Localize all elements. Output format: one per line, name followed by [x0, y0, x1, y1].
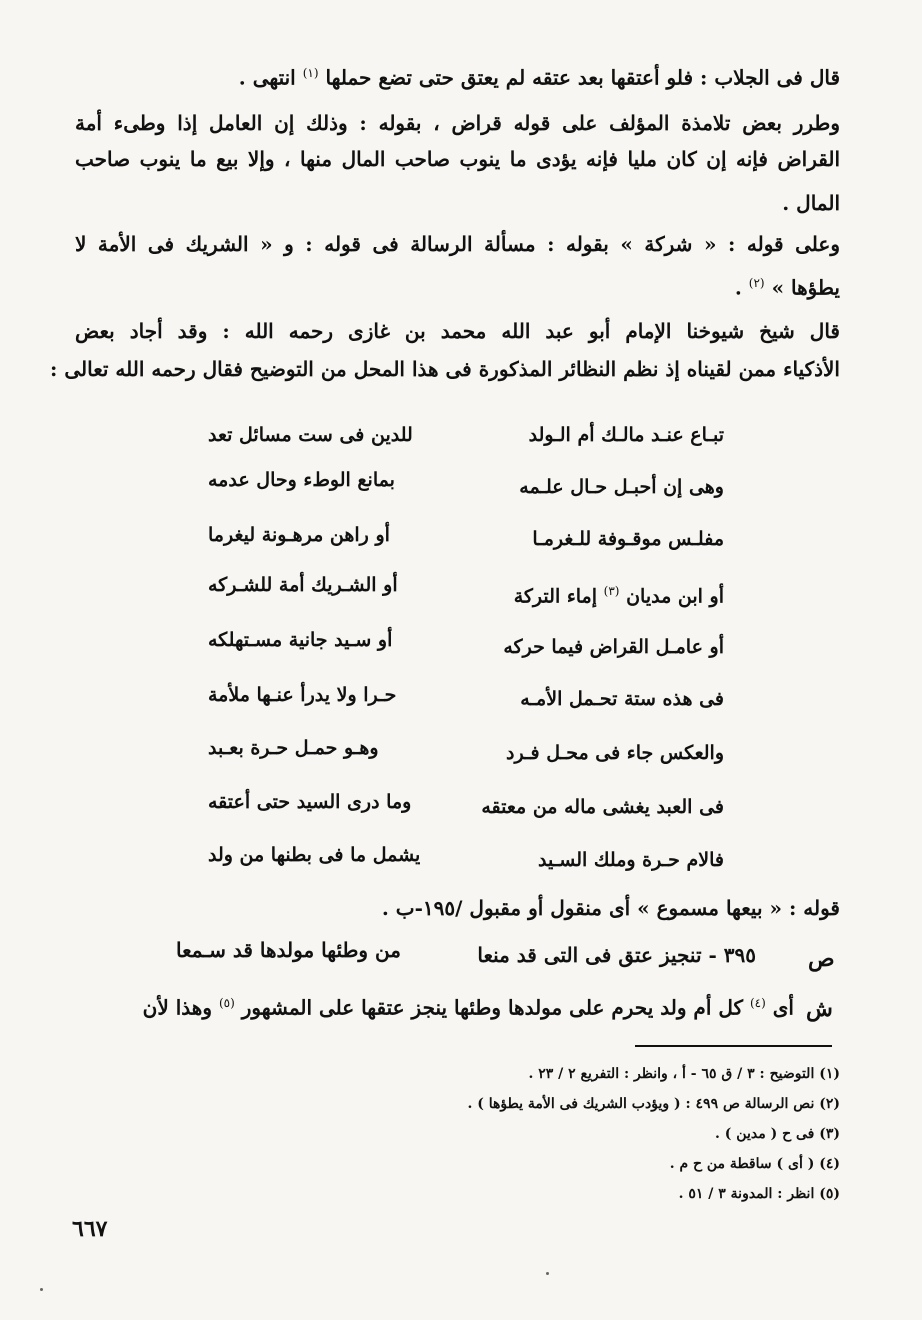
verse-second-half: حـرا ولا يدرأ عنـها ملأمة: [208, 684, 397, 706]
scan-speck: [40, 1288, 43, 1291]
text-span: قال فى الجلاب : فلو أعتقها بعد عتقه لم يعتق حتى تضع حملها: [325, 65, 840, 90]
text-line: [239, 58, 840, 93]
text-line: الأذكياء ممن لقيناه إذ نظم النظائر المذكورة فى هذا المحل من التوضيح فقال رحمه الله تعالى :: [50, 357, 840, 381]
text-span: أو ابن مديان: [626, 585, 724, 608]
text-line: القراض فإنه إن كان مليا فإنه يؤدى ما ينوب صاحب المال منها ، وإلا بيع ما ينوب صاحب: [75, 147, 840, 171]
verse-first-half: فالام حـرة وملك السـيد: [537, 849, 724, 871]
text-line: قوله : « بيعها مسموع » أى منقول أو مقبول /١٩٥-ب .: [381, 896, 840, 920]
footnote-separator: [635, 1045, 832, 1047]
text-span: إماء التركة: [513, 585, 598, 608]
text-line: [735, 268, 840, 303]
footnote: (٣) فى ح ( مدين ) .: [715, 1126, 840, 1142]
verse-second-half: وما درى السيد حتى أعتقه: [208, 791, 412, 813]
footnote-ref: (٤): [749, 996, 766, 1010]
footnote-ref: (٢): [748, 276, 765, 290]
text-span: وهذا لأن: [142, 995, 212, 1020]
verse-first-half: مفلـس موقـوفة للـغرمـا: [532, 528, 724, 550]
text-line: قال شيخ شيوخنا الإمام أبو عبد الله محمد بن غازى رحمه الله : وقد أجاد بعض: [75, 319, 840, 343]
footnote: (١) التوضيح : ٣ / ق ٦٥ - أ ، وانظر : التفريع ٢ / ٢٣ .: [528, 1066, 840, 1082]
verse-first-half: فى العبد يغشى ماله من معتقه: [481, 796, 724, 818]
verse-first-half: وهى إن أحبـل حـال علـمه: [519, 476, 724, 498]
footnote-ref: (٣): [603, 584, 620, 598]
scan-speck: [546, 1272, 549, 1275]
verse-second-half: يشمل ما فى بطنها من ولد: [208, 844, 421, 866]
text-line: [143, 988, 794, 1023]
footnote-ref: (١): [302, 66, 319, 80]
text-line: المال .: [782, 191, 840, 215]
text-span: كل أم ولد يحرم على مولدها وطئها ينجز عتقها على المشهور: [241, 995, 744, 1020]
text-line: وعلى قوله : « شركة » بقوله : مسألة الرسالة فى قوله : و « الشريك فى الأمة لا: [75, 232, 840, 256]
verse-second-half: بمانع الوطء وحال عدمه: [208, 469, 395, 491]
verse-second-half: أو الشـريك أمة للشـركه: [208, 574, 398, 596]
verse-first-half: فى هذه ستة تحـمل الأمـه: [520, 688, 724, 710]
text-span: يطؤها »: [771, 275, 840, 300]
footnote: (٥) انظر : المدونة ٣ / ٥١ .: [678, 1186, 840, 1202]
matn-number: ٣٩٥ -: [708, 943, 756, 967]
verse-first-half: [514, 576, 724, 611]
text-line: وطرر بعض تلامذة المؤلف على قوله قراض ، بقوله : وذلك إن العامل إذا وطىء أمة: [75, 111, 840, 135]
verse-second-half: للدين فى ست مسائل تعد: [208, 424, 413, 446]
verse-second-half: وهـو حمـل حـرة بعـبد: [208, 737, 379, 759]
verse-second-half: أو سـيد جانية مسـتهلكه: [208, 629, 393, 651]
text-label-shin: ش: [806, 996, 833, 1022]
page-number: ٦٦٧: [72, 1216, 108, 1242]
text-label-sad: ص: [808, 946, 835, 972]
verse-first-half: أو عامـل القراض فيما حركه: [503, 636, 724, 658]
matn-second-half: من وطئها مولدها قد سـمعا: [176, 938, 401, 962]
verse-first-half: تبـاع عنـد مالـك أم الـولد: [528, 424, 724, 446]
verse-second-half: أو راهن مرهـونة ليغرما: [208, 524, 390, 546]
footnote: (٤) ( أى ) ساقطة من ح م .: [669, 1156, 840, 1172]
footnote-ref: (٥): [218, 996, 235, 1010]
verse-first-half: والعكس جاء فى محـل فـرد: [506, 742, 724, 764]
text-span: انتهى .: [238, 65, 296, 90]
matn-first-half: [477, 940, 756, 970]
text-span: تنجيز عتق فى التى قد منعا: [477, 943, 702, 967]
footnote: (٢) نص الرسالة ص ٤٩٩ : ( ويؤدب الشريك فى الأمة يطؤها ) .: [467, 1096, 840, 1112]
text-span: .: [734, 275, 742, 300]
text-span: أى: [772, 995, 794, 1020]
